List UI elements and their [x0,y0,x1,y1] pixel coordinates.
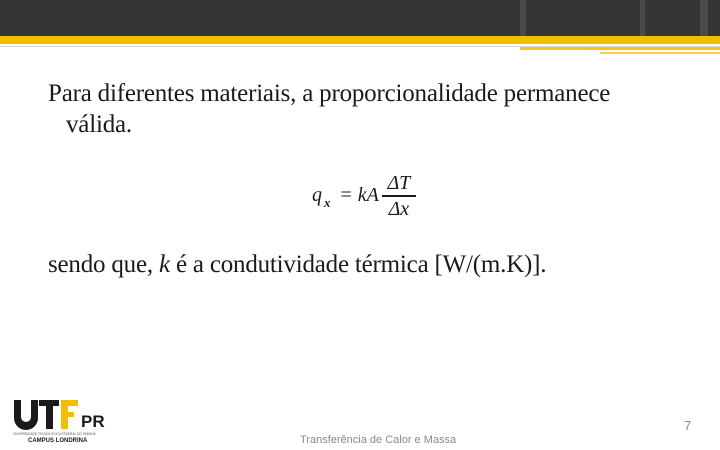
header-accent-band [0,36,720,44]
footer-course-title: Transferência de Calor e Massa [300,434,457,446]
equation-lhs: q $_x$ [312,184,331,211]
equation-subscript: x [324,195,331,211]
fraction-bar [382,195,416,197]
svg-text:CAMPUS LONDRINA: CAMPUS LONDRINA [28,438,88,444]
paragraph-line: Para diferentes materiais, a proporcionalidade permanece [48,80,611,107]
page-number: 7 [684,418,692,433]
body-paragraph [48,78,708,140]
equation-fraction [382,172,416,220]
header-accent-line [600,52,720,54]
svg-text:UNIVERSIDADE TECNOLÓGICA FEDER: UNIVERSIDADE TECNOLÓGICA FEDERAL DO PARANÁ [13,432,96,436]
fraction-numerator: ΔT [387,172,411,194]
body-paragraph-definition [48,249,708,280]
definition-text: é a condutividade térmica [W/(m.K)]. [169,251,547,278]
fourier-law-equation [312,172,416,220]
header-bar [0,0,720,36]
paragraph-line: válida. [66,111,132,138]
utfpr-logo [12,398,112,444]
header-accent-line [520,47,720,50]
fraction-denominator: Δx [388,197,410,220]
header-stripe [640,0,645,36]
definition-symbol: k [158,251,170,278]
equation-coefficient: kA [357,184,379,207]
definition-text: sendo que, [48,251,159,278]
header-stripe [700,0,708,36]
header-stripe [520,0,526,36]
svg-text:PR: PR [81,412,105,431]
equation-equals: = [340,184,352,207]
